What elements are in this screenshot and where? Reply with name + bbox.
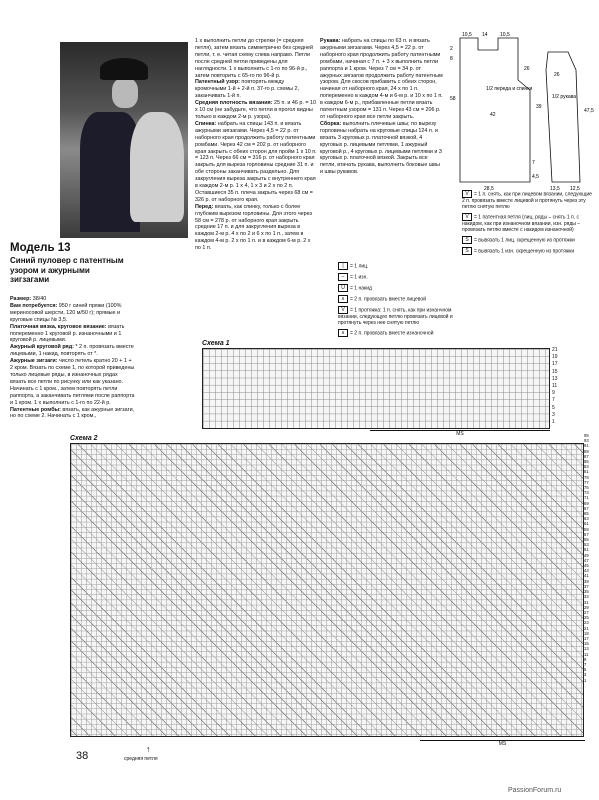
- diagram-side-label-8: 28,5: [484, 186, 494, 192]
- model-subtitle: Синий пуловер с патентным узором и ажурными зигзагами: [10, 256, 124, 284]
- legend-item: [338, 295, 456, 303]
- paragraph-heading: Сборка:: [320, 120, 342, 127]
- row-number: 23: [584, 620, 589, 626]
- diagram-top-label-2: 14: [482, 32, 488, 38]
- legend-item: [462, 213, 594, 233]
- text-column-2: [195, 38, 317, 252]
- paragraph-heading: Ажурный круговой ряд:: [10, 344, 74, 351]
- diagram-side-label-9: 13,5: [550, 186, 560, 192]
- stitch-symbol-icon: V: [338, 306, 348, 314]
- row-number: 21: [552, 347, 558, 353]
- legend-text: = 2 п. провязать вместе изнаночной: [350, 330, 434, 337]
- row-number: 7: [584, 661, 587, 667]
- row-number: 73: [584, 490, 589, 496]
- row-number: 13: [552, 375, 558, 382]
- scheme-2-chart: [70, 443, 584, 737]
- diagram-side-label-11: 26: [554, 72, 560, 78]
- legend-item: [338, 306, 456, 326]
- arrow-up-icon: ↑: [146, 744, 151, 754]
- paragraph: [10, 344, 135, 358]
- legend-item: [338, 284, 456, 292]
- row-number: 13: [584, 646, 589, 652]
- diagram-front-label: 1/2 переда и спинки: [486, 86, 533, 92]
- row-number: 31: [584, 599, 589, 605]
- paragraph: [195, 38, 317, 79]
- paragraph-heading: Патентный узор:: [195, 79, 240, 86]
- paragraph-text: набрать на спицы по 63 п. и вязать ажурными зигзагами. Через 4,5 = 22 р. от наборного края продолжить работу патентными ромбами, начиная с 7 п. + 3 х выполнить петли раппорта и 1 кром. Через 7 см = 34 р. от ажурных зигзагов продолжить работу патентным узором. Для скосов прибавить с обеих сторон, начиная от наборного края, 24 x по 1 п. попеременно в каждом 4-м и 6-м р. и 10 x по 1 п. в каждом 6-м р., прибавленные петли вязать патентным узором = 131 п. Через 43 см = 206 р. от наборного края все петли закрыть.: [320, 38, 443, 120]
- row-number: 63: [584, 516, 589, 522]
- diagram-side-label-4: 58: [450, 96, 456, 102]
- paragraph-heading: Платочная вязка, круговое вязание:: [10, 323, 107, 330]
- paragraph-text: выполнить плечевые швы; по вырезу горловины набрать на круговые спицы 124 п. и вязать 3 круговых р. платочной вязкой, 4 круговых р. лицевыми петлями, 1 ажурный круговой р., 4 круговых р. лицевыми петлями и 3 круговых р. платочной вязкой. Закрыть все петли, втачать рукава, выполнить боковые швы и швы рукавов.: [320, 120, 442, 176]
- paragraph: [195, 204, 317, 252]
- paragraph-text: число петель кратно 20 + 1 + 2 кром. Вязать по схеме 1, по которой приведены только лицевые ряды, в изнаночных рядах вязать все петли по рисунку или как указано. Начинать с 1 кром., затем повторять петли раппорта, а заканчивать петлями после раппорта и 1 кром. 1 х выполнить с 1-го по 22-й р.: [10, 358, 135, 406]
- legend-text: = 1 п. снять, как при лицевом вязании, следующие 2 п. провязать вместе лицевой и протянуть через эту петлю снятую петлю: [462, 191, 592, 210]
- paragraph: [10, 324, 135, 345]
- row-number: 19: [584, 630, 589, 636]
- paragraph: [10, 407, 135, 421]
- row-number: 61: [584, 521, 589, 527]
- stitch-symbol-icon: |: [338, 262, 348, 270]
- paragraph-heading: Средняя плотность вязания:: [195, 100, 273, 107]
- paragraph-text: вязать попеременно 1 круговой р. изнаночными и 1 круговой р. лицевыми.: [10, 323, 125, 344]
- paragraph-heading: Рукава:: [320, 38, 341, 44]
- paragraph-text: вязать, как ажурные зигзаги, но по схеме 2. Начинать с 1 кром.,: [10, 406, 135, 420]
- row-number: 51: [584, 547, 589, 553]
- paragraph-heading: Вам потребуется:: [10, 302, 58, 309]
- row-number: 9: [584, 656, 587, 662]
- diagram-side-label-13: 4,5: [532, 174, 539, 180]
- row-number: 81: [584, 469, 589, 475]
- paragraph-heading: Патентные ромбы:: [10, 406, 61, 413]
- diagram-side-label-6: 39: [536, 104, 542, 110]
- stitch-symbol-icon: ∧: [338, 329, 348, 337]
- paragraph: [10, 296, 135, 303]
- legend-text: = 1 накид: [350, 285, 372, 292]
- legend-item: [338, 329, 456, 337]
- stitch-symbol-icon: –: [338, 273, 348, 281]
- row-number: 5: [552, 404, 555, 411]
- row-number: 5: [584, 667, 587, 673]
- row-number: 87: [584, 453, 589, 459]
- paragraph-text: * 2 п. провязать вместе лицевыми, 1 накид, повторять от *.: [10, 344, 134, 358]
- row-number: 25: [584, 615, 589, 621]
- legend-text: = 1 патентная петля (лиц. ряды – снять 1 п. с накидом, как при изнаночном вязании, изн. ряды – провязать петлю вместе с накидом изнаночной): [462, 214, 581, 233]
- row-number: 11: [584, 651, 589, 657]
- paragraph-heading: Ажурные зигзаги:: [10, 358, 58, 365]
- row-number: 57: [584, 531, 589, 537]
- site-watermark: PassionForum.ru: [508, 787, 562, 794]
- paragraph: [320, 121, 444, 176]
- stitch-symbol-icon: ∧: [338, 295, 348, 303]
- row-number: 45: [584, 563, 589, 569]
- row-number: 49: [584, 552, 589, 558]
- row-number: 9: [552, 390, 555, 397]
- legend-item: [338, 262, 456, 270]
- scheme-2-ms-marker: MS: [420, 740, 585, 747]
- model-photo: [60, 42, 188, 238]
- row-number: 79: [584, 474, 589, 480]
- row-number: 33: [584, 594, 589, 600]
- legend-text: = 1 протяжка: 1 п. снять, как при изнанчном вязании, следующую петлю провязать лицевой и протянуть через нее снятую петлю: [338, 307, 453, 326]
- row-number: 41: [584, 573, 589, 579]
- stitch-symbol-icon: U: [338, 284, 348, 292]
- scheme-1-row-numbers: [552, 347, 558, 426]
- row-number: 77: [584, 479, 589, 485]
- row-number: 39: [584, 578, 589, 584]
- diagram-side-label-1: 2: [450, 46, 453, 52]
- legend-item: [338, 273, 456, 281]
- row-number: 35: [584, 589, 589, 595]
- legend-text: = вывязать 1 лиц. скрещенную из протяжки: [474, 237, 575, 244]
- row-number: 37: [584, 583, 589, 589]
- diagram-sleeve-label: 1/2 рукава: [552, 94, 577, 100]
- row-number: 15: [584, 641, 589, 647]
- paragraph-text: набрать на спицы 143 п. и вязать ажурными зигзагами. Через 4,5 = 22 р. от наборного края продолжить работу патентными ромбами. Через 42 см = 202 р. от наборного края закрыть с обеих сторон для пройм 1 x 10 п. = 123 п. Через 66 см = 316 р. от наборного края закрыть для выреза горловины средние 31 п. и обе стороны заканчивать раздельно. Для закругления выреза закрыть с внутреннего края в каждом 2-м р. 1 x 4, 1 x 3 и 2 x по 2 п. Оставшиеся 35 п. плеча закрыть через 68 см = 326 р. от наборного края.: [195, 120, 317, 203]
- row-number: 1: [584, 677, 587, 683]
- pattern-diagram: [448, 30, 598, 192]
- row-number: 59: [584, 526, 589, 532]
- row-number: 7: [552, 397, 555, 404]
- center-stitch-label: средняя петля: [124, 756, 158, 762]
- row-number: 27: [584, 609, 589, 615]
- paragraph-text: повторять между кромочными 1-й + 2-й п. 37-го р. схемы 2, заканчивать 1-й п.: [195, 79, 300, 100]
- diagram-top-label-1: 10,5: [462, 32, 472, 38]
- scheme-1-label: Схема 1: [202, 340, 230, 347]
- stitch-symbol-icon: V: [462, 190, 472, 198]
- paragraph: [320, 38, 444, 121]
- row-number: 3: [584, 672, 587, 678]
- row-number: 17: [552, 361, 558, 368]
- paragraph-heading: Спинка:: [195, 120, 217, 127]
- row-number: 15: [552, 368, 558, 375]
- diagram-side-label-5: 42: [490, 112, 496, 118]
- row-number: 95: [584, 433, 589, 438]
- row-number: 91: [584, 443, 589, 449]
- row-number: 53: [584, 542, 589, 548]
- row-number: 55: [584, 537, 589, 543]
- text-column-1: [10, 296, 135, 420]
- text-column-3: [320, 38, 444, 176]
- row-number: 47: [584, 557, 589, 563]
- row-number: 1: [552, 419, 555, 426]
- legend-item: [462, 190, 594, 210]
- legend-text: = 1 изн.: [350, 274, 368, 281]
- legend-item: [462, 236, 594, 244]
- row-number: 11: [552, 383, 558, 390]
- paragraph-text: 950 г синей пряжи (100% мериносовой шерсти, 120 м/50 г); прямые и круговые спицы № 3,5.: [10, 302, 122, 323]
- row-number: 67: [584, 505, 589, 511]
- legend-left: [338, 262, 456, 340]
- scheme-1-ms-marker: MS: [370, 430, 550, 437]
- legend-text: = 2 п. провязать вместе лицевой: [350, 296, 426, 303]
- row-number: 29: [584, 604, 589, 610]
- scheme-2-label: Схема 2: [70, 435, 98, 442]
- row-number: 43: [584, 568, 589, 574]
- row-number: 89: [584, 448, 589, 454]
- page-number: 38: [76, 750, 89, 762]
- legend-right: [462, 190, 594, 258]
- row-number: 21: [584, 625, 589, 631]
- row-number: 85: [584, 459, 589, 465]
- diagram-side-label-3: 26: [524, 66, 530, 72]
- row-number: 19: [552, 354, 558, 361]
- row-number: 75: [584, 485, 589, 491]
- paragraph: [195, 79, 317, 100]
- diagram-side-label-10: 12,5: [570, 186, 580, 192]
- stitch-symbol-icon: V: [462, 213, 472, 221]
- stitch-symbol-icon: S: [462, 247, 472, 255]
- diagram-side-label-7: 47,5: [584, 108, 594, 114]
- paragraph-text: 25 п. и 46 р. = 10 x 10 см (не забудьте, что петли в прогол видны только в каждом 2-м р. узора).: [195, 100, 317, 120]
- paragraph-heading: Перед:: [195, 203, 214, 210]
- row-number: 93: [584, 438, 589, 444]
- legend-item: [462, 247, 594, 255]
- paragraph: [10, 303, 135, 324]
- row-number: 83: [584, 464, 589, 470]
- paragraph: [10, 358, 135, 406]
- legend-text: = 1 лиц.: [350, 263, 369, 270]
- row-number: 65: [584, 511, 589, 517]
- legend-text: = вывязать 1 изн. скрещенную из протяжки: [474, 248, 575, 255]
- scheme-1-chart: [202, 348, 550, 429]
- scheme-2-row-numbers: [584, 433, 589, 683]
- diagram-top-label-3: 10,5: [500, 32, 510, 38]
- paragraph-text: вязать, как спинку, только с более глубоким вырезом горловины. Для этого через 58 см = 278 р. от наборного края закрыть средние 17 п. и для закругления выреза в каждом 2-м р. 4 x по 2 и 6 x по 1 п., затем в каждом 4-м р. 2 x по 1 п. и в каждом 6-м р. 2 x по 1 п.: [195, 203, 312, 252]
- paragraph-text: 1 х выполнить петли до стрелки (= средняя петля), затем вязать симметрично без средней петли, т. е. читая схему слева направо. Петли после средней петли приведены для наглядности. 1 х выполнить с 1-го по 96-й р., затем повторить с 65-го по 96-й р.: [195, 38, 314, 79]
- paragraph-text: 38/40: [31, 296, 47, 302]
- paragraph: [195, 121, 317, 204]
- row-number: 3: [552, 411, 555, 418]
- row-number: 17: [584, 635, 589, 641]
- row-number: 69: [584, 500, 589, 506]
- row-number: 71: [584, 495, 589, 501]
- diagram-side-label-2: 8: [450, 56, 453, 62]
- model-title: Модель 13: [10, 242, 71, 254]
- diagram-side-label-12: 7: [532, 160, 535, 166]
- paragraph-heading: Размер:: [10, 296, 32, 302]
- stitch-symbol-icon: S: [462, 236, 472, 244]
- paragraph: [195, 100, 317, 121]
